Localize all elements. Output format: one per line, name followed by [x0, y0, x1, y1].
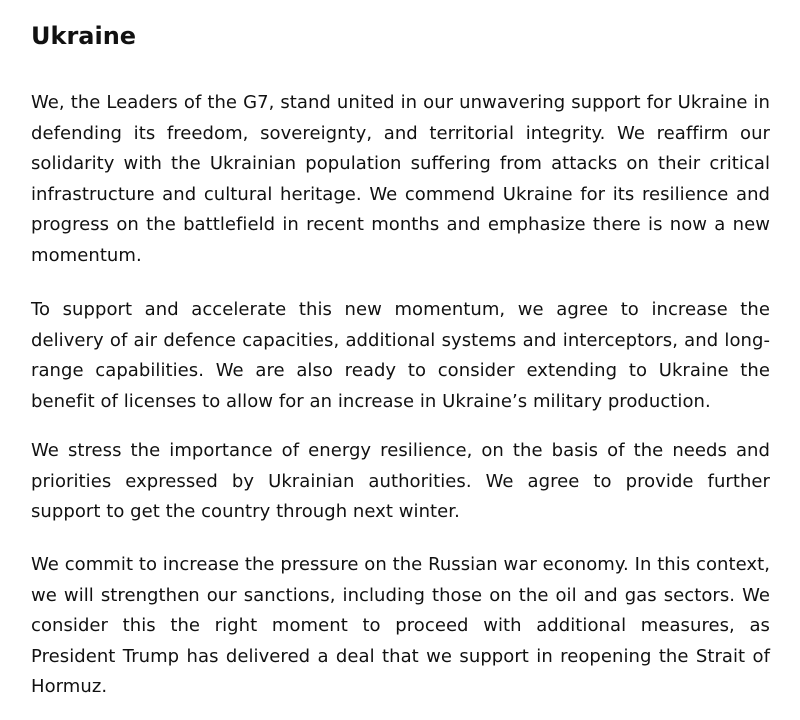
paragraph-air-defence: To support and accelerate this new momentum, we agree to increase the delivery of air defence capacities, additional systems and interceptors, and long-range capabilities. We are also ready to consider extending to Ukraine the benefit of licenses to allow for an increase in Ukraine’s military production.	[31, 299, 770, 412]
paragraph-sanctions: We commit to increase the pressure on the Russian war economy. In this context, we will strengthen our sanctions, including those on the oil and gas sectors. We consider this the right moment to proceed with additional measures, as President Trump has delivered a deal that we support in reopening the Strait of Hormuz.	[31, 554, 770, 697]
section-title: Ukraine	[31, 22, 137, 50]
paragraph-energy: We stress the importance of energy resilience, on the basis of the needs and priorities expressed by Ukrainian authorities. We agree to provide further support to get the country through next winter.	[31, 440, 770, 522]
paragraph-support: We, the Leaders of the G7, stand united in our unwavering support for Ukraine in defending its freedom, sovereignty, and territorial integrity. We reaffirm our solidarity with the Ukrainian population suffering from attacks on their critical infrastructure and cultural heritage. We commend Ukraine for its resilience and progress on the battlefield in recent months and emphasize there is now a new momentum.	[31, 92, 770, 266]
